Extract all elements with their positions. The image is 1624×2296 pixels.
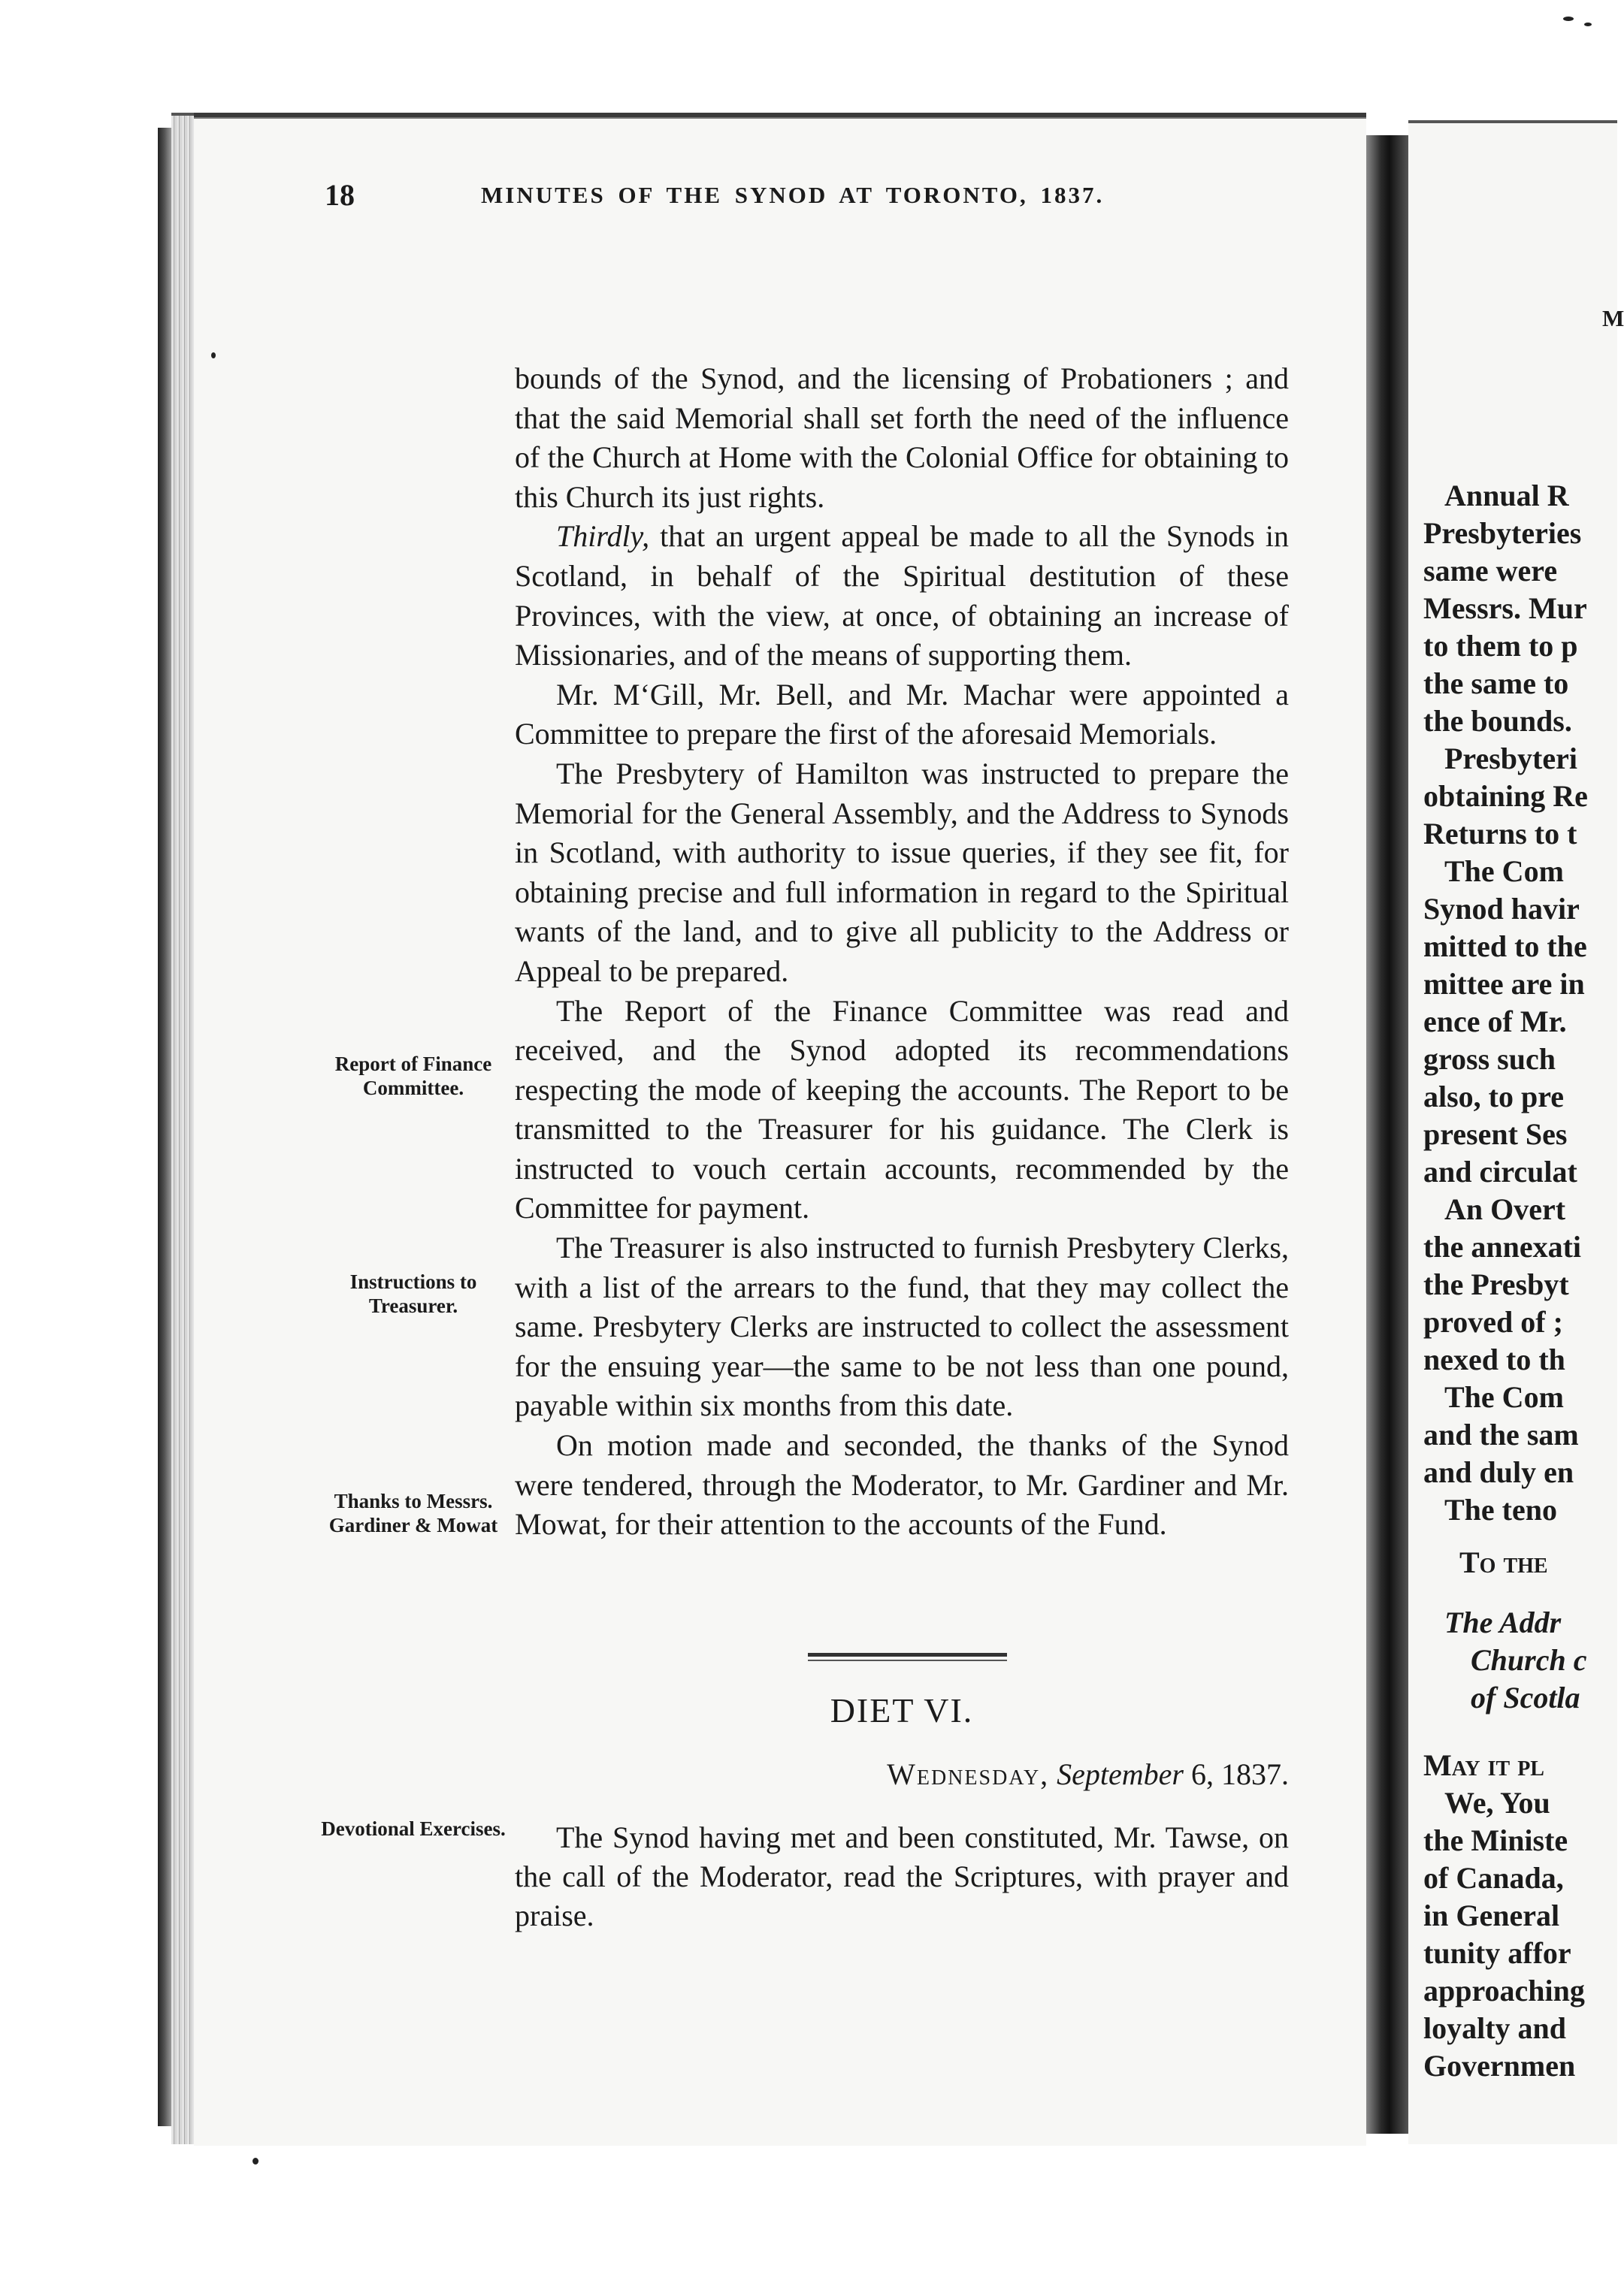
right-page-line: mitted to the bbox=[1423, 929, 1587, 963]
right-page-line: Returns to t bbox=[1423, 817, 1577, 850]
paragraph-2 bbox=[515, 517, 1289, 675]
right-page bbox=[1408, 120, 1624, 2144]
right-page-line: We, You bbox=[1444, 1786, 1550, 1820]
paragraph-8: The Synod having met and been constituted, Mr. Tawse, on the call of the Moderator, read the Scriptures, with prayer and praise. bbox=[515, 1820, 1289, 1932]
section-heading: DIET VI. bbox=[830, 1691, 974, 1730]
margin-note-treasurer: Instructions to Treasurer. bbox=[349, 1270, 477, 1317]
dateline-month: September bbox=[1057, 1757, 1184, 1791]
right-page-line: Messrs. Mur bbox=[1423, 591, 1587, 625]
right-page-line: the same to bbox=[1423, 666, 1569, 700]
book-edge bbox=[158, 128, 171, 2126]
right-page-line: the Presbyt bbox=[1423, 1267, 1569, 1301]
right-page-line: of Scotla bbox=[1471, 1681, 1580, 1714]
right-page-line: An Overt bbox=[1444, 1192, 1566, 1226]
right-page-line: nexed to th bbox=[1423, 1343, 1565, 1376]
right-page-line: mittee are in bbox=[1423, 967, 1585, 1001]
right-page-line: loyalty and bbox=[1423, 2011, 1567, 2045]
section-rule bbox=[808, 1653, 1007, 1657]
right-page-line: and the sam bbox=[1423, 1418, 1579, 1452]
page-edges bbox=[171, 113, 194, 2144]
right-page-line: present Ses bbox=[1423, 1117, 1568, 1151]
paragraph-7: On motion made and seconded, the thanks of the Synod were tendered, through the Moderator, to Mr. Gardiner and Mr. Mowat, for their attention to the accounts of the Fund. bbox=[515, 1428, 1289, 1542]
scan-speck bbox=[1563, 17, 1574, 21]
page-number: 18 bbox=[325, 178, 355, 212]
right-page-line: Presbyteri bbox=[1444, 742, 1577, 775]
right-page-line: The Com bbox=[1444, 854, 1564, 888]
right-page-line: also, to pre bbox=[1423, 1080, 1565, 1113]
margin-note-finance: Report of Finance Committee. bbox=[334, 1053, 492, 1099]
right-page-line: ence of Mr. bbox=[1423, 1005, 1567, 1038]
dateline-day: Wednesday, bbox=[887, 1757, 1050, 1791]
right-page-line: Presbyteries bbox=[1423, 516, 1582, 550]
section-text bbox=[515, 1818, 1289, 1935]
right-page-line: Synod havir bbox=[1423, 892, 1580, 926]
right-page-line: The Com bbox=[1444, 1380, 1564, 1414]
margin-note-devotional: Devotional Exercises. bbox=[321, 1817, 506, 1840]
scan-speck bbox=[211, 352, 216, 358]
paragraph-5: The Report of the Finance Committee was read and received, and the Synod adopted its recommendations respecting the mode of keeping the accounts. The Report to be transmitted to the Treasurer for his guidance. The Clerk is instructed to vouch certain accounts, recommended by the Committee for payment. bbox=[515, 993, 1289, 1225]
paragraph-6: The Treasurer is also instructed to furnish Presbytery Clerks, with a list of the arrears to the fund, that they may collect the same. Presbytery Clerks are instructed to collect the assessment for the ensuing year—the same to be not less than one pound, payable within six months from this date. bbox=[515, 1231, 1289, 1423]
right-page-line: same were bbox=[1423, 554, 1558, 588]
dateline-date: 6, 1837. bbox=[1191, 1757, 1289, 1791]
right-page-line: the Ministe bbox=[1423, 1823, 1568, 1857]
main-text bbox=[515, 359, 1289, 1545]
paragraph-1: bounds of the Synod, and the licensing of Probationers ; and that the said Memorial shall set forth the need of the influence of the Church at Home with the Colonial Office for obtaining to this Church its just rights. bbox=[515, 361, 1289, 514]
right-page-line: tunity affor bbox=[1423, 1936, 1571, 1970]
right-page-line: in General bbox=[1423, 1899, 1560, 1932]
right-page-line: the bounds. bbox=[1423, 704, 1572, 738]
scan-speck bbox=[253, 2158, 259, 2165]
right-page-line: The Addr bbox=[1444, 1606, 1562, 1639]
right-page-line: May it pl bbox=[1423, 1748, 1544, 1782]
right-page-line: The teno bbox=[1444, 1493, 1557, 1527]
running-title: MINUTES OF THE SYNOD AT TORONTO, 1837. bbox=[481, 182, 1105, 208]
right-page-line: of Canada, bbox=[1423, 1861, 1564, 1895]
right-page-line: to them to p bbox=[1423, 629, 1578, 663]
paragraph-2-lead: Thirdly, bbox=[556, 519, 650, 554]
right-page-line: obtaining Re bbox=[1423, 779, 1588, 813]
right-page-line: approaching bbox=[1423, 1974, 1585, 2007]
scan-speck bbox=[1584, 23, 1592, 26]
right-page-line: and circulat bbox=[1423, 1155, 1577, 1189]
paragraph-3: Mr. M‘Gill, Mr. Bell, and Mr. Machar were appointed a Committee to prepare the first of the aforesaid Memorials. bbox=[515, 677, 1289, 751]
right-page-line: the annexati bbox=[1423, 1230, 1581, 1264]
book-gutter bbox=[1366, 135, 1408, 2134]
paragraph-2-rest: that an urgent appeal be made to all the Synods in Scotland, in behalf of the Spiritual destitution of these Provinces, with the view, at once, of obtaining an increase of Missionaries, and of the means of supporting them. bbox=[515, 519, 1289, 672]
right-page-line: proved of ; bbox=[1423, 1305, 1563, 1339]
right-running-head: M bbox=[1602, 305, 1624, 331]
right-page-line: To the bbox=[1459, 1545, 1548, 1579]
right-page-line: Annual R bbox=[1444, 479, 1569, 512]
section-rule-thin bbox=[808, 1660, 1007, 1661]
margin-note-thanks: Thanks to Messrs. Gardiner & Mowat bbox=[328, 1490, 498, 1536]
paragraph-4: The Presbytery of Hamilton was instructed to prepare the Memorial for the General Assembly, and the Address to Synods in Scotland, with authority to issue queries, if they see fit, for obtaining precise and full information in regard to the Spiritual wants of the land, and to give all publicity to the Address or Appeal to be prepared. bbox=[515, 756, 1289, 988]
right-page-line: Church c bbox=[1471, 1643, 1587, 1677]
right-page-line: gross such bbox=[1423, 1042, 1556, 1076]
right-page-line: and duly en bbox=[1423, 1455, 1574, 1489]
right-page-line: Governmen bbox=[1423, 2049, 1576, 2083]
section-dateline bbox=[515, 1757, 1289, 1792]
